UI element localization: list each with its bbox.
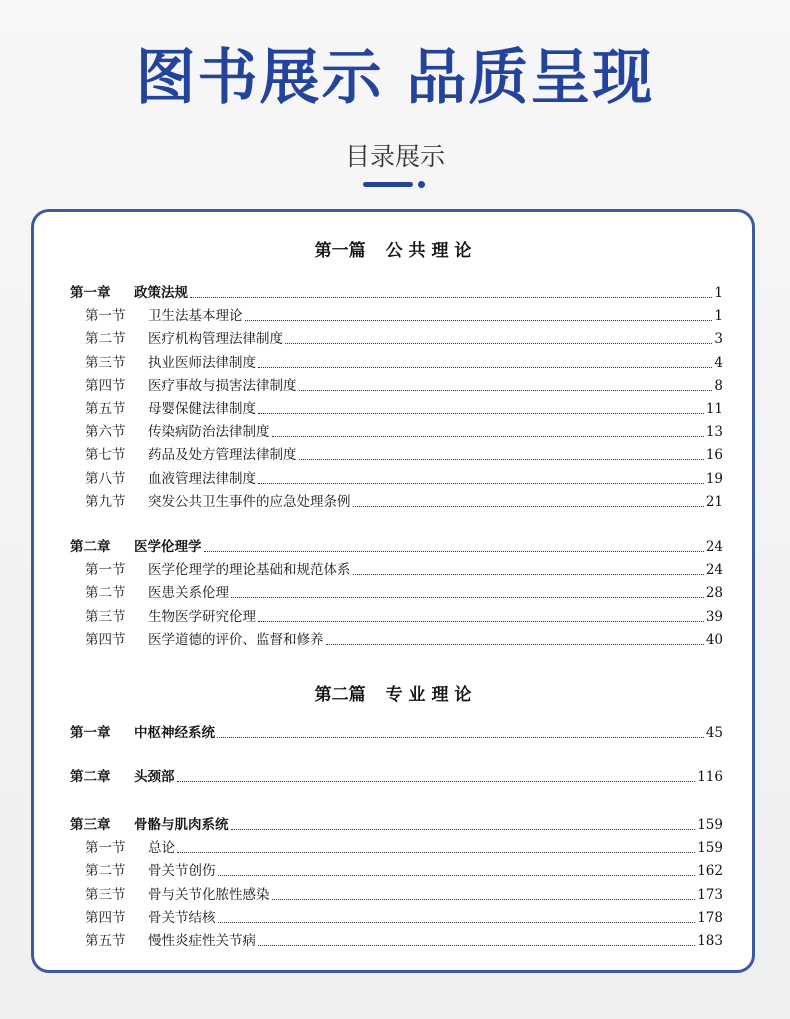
section-number: 第五节 <box>85 933 126 949</box>
section-number: 第二节 <box>85 331 126 348</box>
toc-section-row[interactable] <box>85 886 723 904</box>
section-title: 总论 <box>148 840 175 857</box>
toc-section-row[interactable] <box>85 423 723 441</box>
toc-section-row[interactable] <box>85 909 723 927</box>
page-number: 116 <box>697 769 723 785</box>
dot-leader <box>299 390 713 391</box>
dot-leader <box>258 945 695 946</box>
part-heading <box>34 236 752 261</box>
dot-leader <box>258 483 704 484</box>
page-number: 162 <box>697 863 723 880</box>
page-number: 24 <box>705 539 723 555</box>
page-number: 1 <box>714 308 723 325</box>
page-number: 183 <box>697 933 723 949</box>
part-heading <box>34 680 752 705</box>
page-number: 159 <box>697 840 723 857</box>
dot-leader <box>353 506 704 507</box>
part-title: 专 业 理 论 <box>385 685 472 705</box>
dot-leader <box>258 621 704 622</box>
part-title: 公 共 理 论 <box>385 241 472 261</box>
section-number: 第九节 <box>85 493 126 510</box>
toc-card <box>31 209 755 973</box>
section-number: 第一节 <box>85 562 126 579</box>
section-title: 血液管理法律制度 <box>148 470 256 487</box>
chapter-title: 政策法规 <box>134 285 188 301</box>
page-number: 13 <box>705 424 723 441</box>
toc-chapter-row[interactable] <box>70 768 723 786</box>
dot-leader <box>299 459 704 460</box>
dot-leader <box>204 551 704 552</box>
section-title: 医疗事故与损害法律制度 <box>148 377 297 394</box>
dot-leader <box>353 574 704 575</box>
dot-leader <box>285 343 712 344</box>
section-number: 第八节 <box>85 470 126 487</box>
section-number: 第一节 <box>85 308 126 325</box>
section-number: 第三节 <box>85 354 126 371</box>
toc-section-row[interactable] <box>85 932 723 950</box>
toc-section-row[interactable] <box>85 493 723 511</box>
section-number: 第四节 <box>85 377 126 394</box>
section-number: 第五节 <box>85 401 126 417</box>
toc-chapter-row[interactable] <box>70 816 723 834</box>
toc-section-row[interactable] <box>85 584 723 602</box>
toc-chapter-row[interactable] <box>70 284 723 302</box>
section-title: 药品及处方管理法律制度 <box>148 447 297 464</box>
dot-leader <box>177 781 696 782</box>
page-number: 19 <box>705 470 723 487</box>
page-number: 4 <box>714 354 723 371</box>
dot-leader <box>258 367 712 368</box>
section-subtitle: 目录展示 <box>344 142 445 171</box>
toc-section-row[interactable] <box>85 330 723 348</box>
dot-leader <box>231 829 696 830</box>
chapter-title: 骨骼与肌肉系统 <box>134 817 229 833</box>
dot-leader <box>326 644 704 645</box>
chapter-number: 第二章 <box>70 539 111 555</box>
toc-section-row[interactable] <box>85 561 723 579</box>
dot-leader <box>258 413 704 414</box>
section-title: 慢性炎症性关节病 <box>148 933 256 949</box>
toc-section-row[interactable] <box>85 839 723 857</box>
dot-leader <box>218 875 696 876</box>
section-title: 执业医师法律制度 <box>148 354 256 371</box>
section-title: 医患关系伦理 <box>148 585 229 602</box>
section-number: 第四节 <box>85 631 126 648</box>
section-number: 第七节 <box>85 447 126 464</box>
toc-section-row[interactable] <box>85 354 723 372</box>
dot-leader <box>272 436 704 437</box>
section-number: 第二节 <box>85 863 126 880</box>
dot-leader <box>272 899 696 900</box>
toc-section-row[interactable] <box>85 377 723 395</box>
dot-leader <box>231 597 704 598</box>
toc-section-row[interactable] <box>85 400 723 418</box>
part-number: 第二篇 <box>314 685 366 705</box>
page-number: 16 <box>705 447 723 464</box>
chapter-number: 第二章 <box>70 769 111 785</box>
page-number: 21 <box>705 493 723 510</box>
section-number: 第一节 <box>85 840 126 857</box>
page-number: 178 <box>697 909 723 926</box>
dot-leader <box>217 737 704 738</box>
section-title: 生物医学研究伦理 <box>148 608 256 625</box>
part-number: 第一篇 <box>314 241 366 261</box>
chapter-title: 头颈部 <box>134 769 175 785</box>
section-title: 医学道德的评价、监督和修养 <box>148 631 324 648</box>
chapter-number: 第一章 <box>70 285 111 301</box>
page-number: 45 <box>705 725 723 741</box>
toc-section-row[interactable] <box>85 470 723 488</box>
page-number: 8 <box>714 377 723 394</box>
page-number: 24 <box>705 562 723 579</box>
toc-section-row[interactable] <box>85 608 723 626</box>
section-title: 传染病防治法律制度 <box>148 424 270 441</box>
divider-bar <box>363 182 413 187</box>
page-headline: 图书展示 品质呈现 <box>135 43 655 113</box>
chapter-title: 医学伦理学 <box>134 539 202 555</box>
toc-chapter-row[interactable] <box>70 724 723 742</box>
page-number: 3 <box>714 331 723 348</box>
section-title: 医学伦理学的理论基础和规范体系 <box>148 562 351 579</box>
section-number: 第三节 <box>85 608 126 625</box>
section-title: 骨关节创伤 <box>148 863 216 880</box>
chapter-title: 中枢神经系统 <box>134 725 215 741</box>
divider-dot <box>418 181 425 188</box>
page-number: 40 <box>705 631 723 648</box>
dot-leader <box>245 320 713 321</box>
section-number: 第六节 <box>85 424 126 441</box>
divider-decoration <box>0 180 790 192</box>
toc-section-row[interactable] <box>85 307 723 325</box>
chapter-number: 第三章 <box>70 817 111 833</box>
section-title: 母婴保健法律制度 <box>148 401 256 417</box>
page-number: 28 <box>705 585 723 602</box>
page-number: 159 <box>697 817 723 833</box>
section-number: 第四节 <box>85 909 126 926</box>
page-number: 39 <box>705 608 723 625</box>
dot-leader <box>218 922 696 923</box>
section-title: 突发公共卫生事件的应急处理条例 <box>148 493 351 510</box>
section-title: 骨关节结核 <box>148 909 216 926</box>
dot-leader <box>190 297 712 298</box>
page-number: 173 <box>697 886 723 903</box>
toc-chapter-row[interactable] <box>70 538 723 556</box>
section-title: 卫生法基本理论 <box>148 308 243 325</box>
page-number: 11 <box>705 401 723 417</box>
toc-section-row[interactable] <box>85 446 723 464</box>
section-title: 骨与关节化脓性感染 <box>148 886 270 903</box>
toc-section-row[interactable] <box>85 631 723 649</box>
page-number: 1 <box>714 285 723 301</box>
section-title: 医疗机构管理法律制度 <box>148 331 283 348</box>
dot-leader <box>177 852 695 853</box>
section-number: 第二节 <box>85 585 126 602</box>
toc-section-row[interactable] <box>85 862 723 880</box>
section-number: 第三节 <box>85 886 126 903</box>
chapter-number: 第一章 <box>70 725 111 741</box>
